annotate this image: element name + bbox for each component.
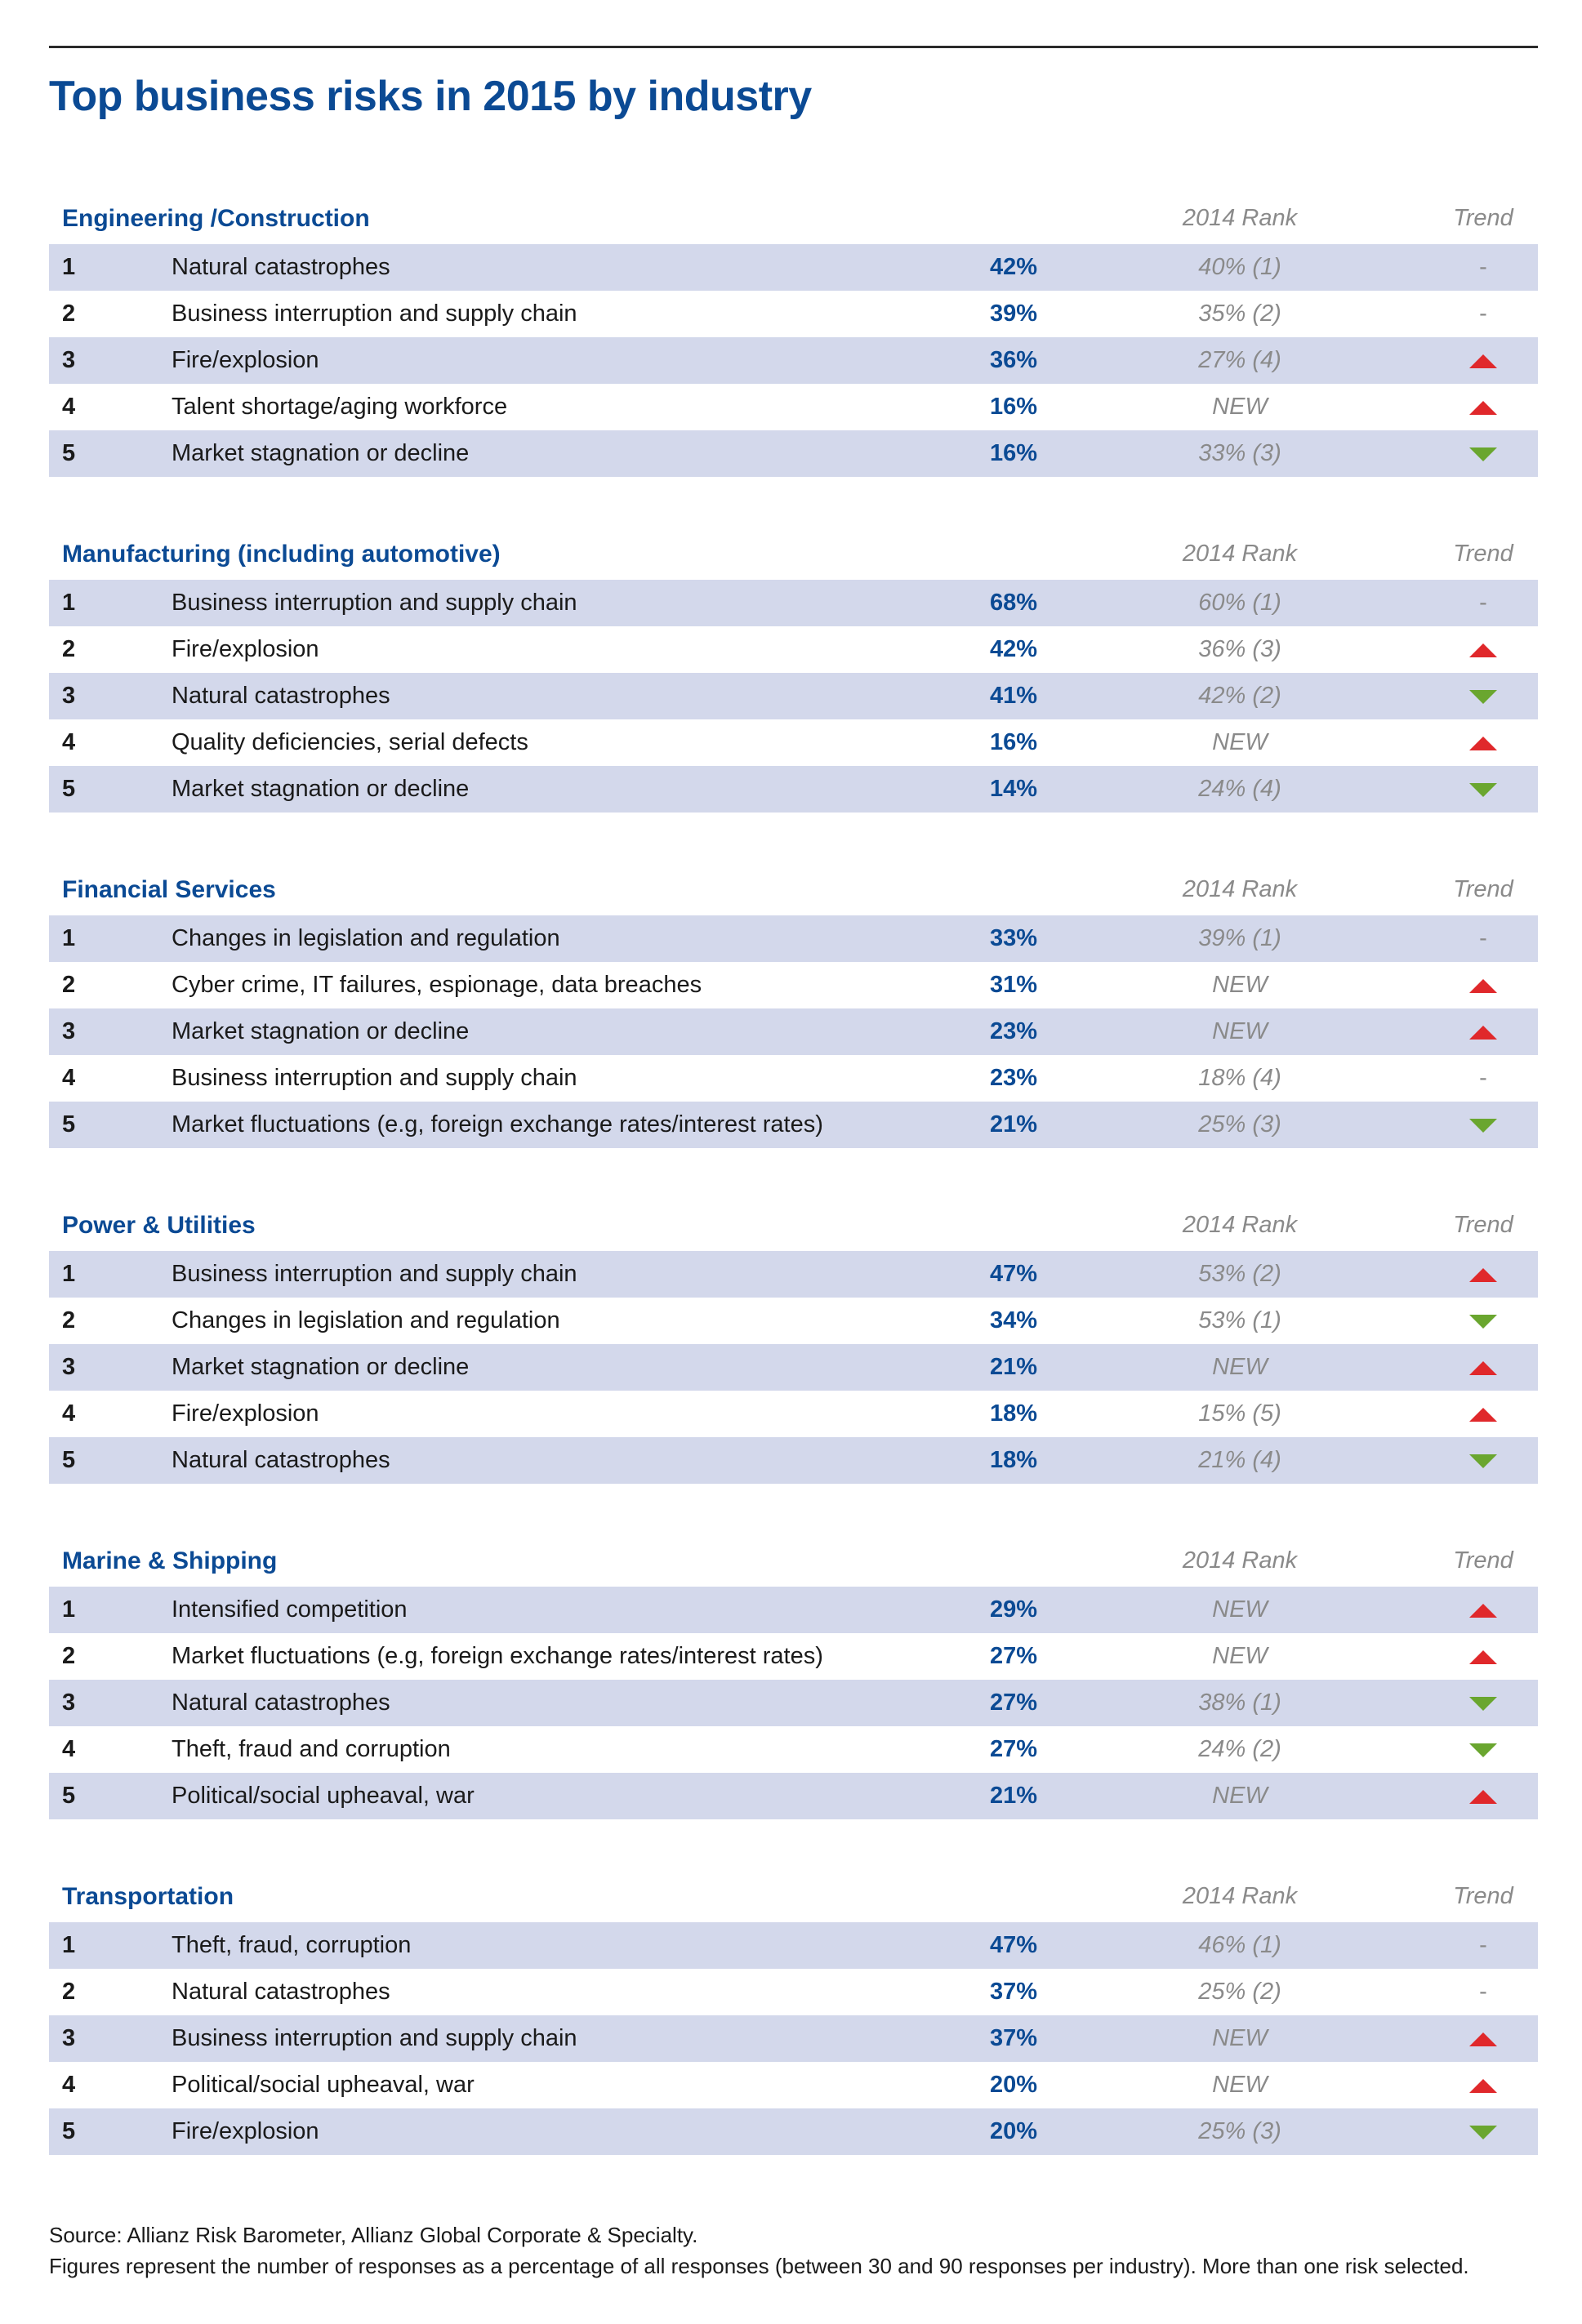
table-row (49, 1922, 1538, 1969)
rank-2014: 24% (2) (1198, 1736, 1281, 1762)
risk-name: Market stagnation or decline (172, 1354, 470, 1380)
risk-percentage: 33% (989, 925, 1037, 951)
risk-percentage: 18% (989, 1447, 1037, 1473)
risk-percentage: 14% (989, 776, 1037, 802)
red-up-triangle-icon (1469, 1604, 1497, 1618)
risk-name: Natural catastrophes (172, 1447, 390, 1473)
table-row (49, 1102, 1538, 1148)
rank-number: 4 (62, 394, 76, 420)
rank-2014: 27% (4) (1198, 347, 1281, 373)
rank-2014: 25% (3) (1198, 2118, 1281, 2144)
column-header-trend: Trend (1453, 1547, 1513, 1574)
risk-percentage: 16% (989, 394, 1037, 420)
table-row (49, 430, 1538, 477)
trend-up-icon (1402, 1783, 1565, 1810)
table-row (49, 1726, 1538, 1773)
rank-number: 2 (62, 1307, 76, 1333)
rank-2014: 46% (1) (1198, 1932, 1281, 1958)
risk-name: Business interruption and supply chain (172, 2025, 577, 2051)
risk-percentage: 41% (989, 683, 1037, 709)
industry-name: Power & Utilities (62, 1212, 256, 1239)
column-header-trend: Trend (1453, 541, 1513, 567)
risk-percentage: 37% (989, 2025, 1037, 2051)
green-down-triangle-icon (1469, 2126, 1497, 2139)
table-row (49, 766, 1538, 813)
rank-2014: NEW (1212, 1783, 1268, 1809)
table-row (49, 1680, 1538, 1726)
table-row (49, 626, 1538, 673)
industry-table (49, 194, 1538, 477)
rank-2014: NEW (1212, 1354, 1268, 1380)
rank-2014: 38% (1) (1198, 1690, 1281, 1716)
rank-2014: NEW (1212, 729, 1268, 755)
risk-percentage: 29% (989, 1596, 1037, 1623)
rank-2014: 53% (1) (1198, 1307, 1281, 1333)
table-row (49, 1391, 1538, 1437)
risk-name: Cyber crime, IT failures, espionage, data breaches (172, 972, 702, 998)
rank-2014: 40% (1) (1198, 254, 1281, 280)
industry-header (49, 1536, 1538, 1587)
risk-percentage: 21% (989, 1783, 1037, 1809)
table-row (49, 1969, 1538, 2015)
risk-percentage: 36% (989, 347, 1037, 373)
rank-2014: NEW (1212, 1018, 1268, 1044)
trend-up-icon (1402, 972, 1565, 999)
rank-number: 4 (62, 1065, 76, 1091)
rank-2014: 36% (3) (1198, 636, 1281, 662)
column-header-trend: Trend (1453, 205, 1513, 231)
trend-up-icon (1402, 347, 1565, 374)
green-down-triangle-icon (1469, 1315, 1497, 1329)
table-row (49, 1055, 1538, 1102)
table-row (49, 244, 1538, 291)
rank-number: 2 (62, 301, 76, 327)
red-up-triangle-icon (1469, 2032, 1497, 2046)
rank-2014: 15% (5) (1198, 1400, 1281, 1427)
table-row (49, 719, 1538, 766)
table-row (49, 1633, 1538, 1680)
source-line: Source: Allianz Risk Barometer, Allianz Global Corporate & Specialty. (49, 2223, 698, 2247)
industry-header (49, 1200, 1538, 1251)
risk-name: Fire/explosion (172, 347, 319, 373)
trend-unchanged: - (1479, 1979, 1487, 2005)
column-header-2014-rank: 2014 Rank (1182, 541, 1298, 567)
table-row (49, 2062, 1538, 2108)
table-row (49, 2015, 1538, 2062)
column-header-2014-rank: 2014 Rank (1182, 205, 1298, 231)
rank-number: 3 (62, 2025, 76, 2051)
trend-up-icon (1402, 2025, 1565, 2052)
risk-percentage: 23% (989, 1065, 1037, 1091)
risk-name: Theft, fraud and corruption (172, 1736, 451, 1762)
table-row (49, 1008, 1538, 1055)
risk-percentage: 21% (989, 1354, 1037, 1380)
trend-up-icon (1402, 729, 1565, 756)
trend-unchanged: - (1479, 1932, 1487, 1958)
industry-name: Financial Services (62, 876, 276, 903)
risk-name: Political/social upheaval, war (172, 1783, 475, 1809)
table-row (49, 673, 1538, 719)
trend-unchanged: - (1479, 254, 1487, 280)
industry-name: Engineering /Construction (62, 205, 370, 232)
industry-header (49, 865, 1538, 915)
risk-name: Intensified competition (172, 1596, 408, 1623)
rank-number: 3 (62, 347, 76, 373)
industry-name: Marine & Shipping (62, 1547, 278, 1574)
red-up-triangle-icon (1469, 2079, 1497, 2093)
green-down-triangle-icon (1469, 1119, 1497, 1133)
red-up-triangle-icon (1469, 354, 1497, 368)
table-row (49, 1298, 1538, 1344)
rank-number: 1 (62, 1261, 76, 1287)
risk-percentage: 47% (989, 1261, 1037, 1287)
rank-2014: 18% (4) (1198, 1065, 1281, 1091)
risk-name: Market fluctuations (e.g, foreign exchange rates/interest rates) (172, 1643, 823, 1669)
rank-2014: 53% (2) (1198, 1261, 1281, 1287)
rank-number: 2 (62, 1643, 76, 1669)
risk-percentage: 21% (989, 1111, 1037, 1138)
table-row (49, 580, 1538, 626)
risk-name: Quality deficiencies, serial defects (172, 729, 528, 755)
risk-name: Natural catastrophes (172, 254, 390, 280)
red-up-triangle-icon (1469, 737, 1497, 750)
column-header-2014-rank: 2014 Rank (1182, 1212, 1298, 1238)
risk-percentage: 16% (989, 440, 1037, 466)
green-down-triangle-icon (1469, 690, 1497, 704)
column-header-trend: Trend (1453, 876, 1513, 902)
rank-number: 4 (62, 2072, 76, 2098)
risk-name: Political/social upheaval, war (172, 2072, 475, 2098)
risk-percentage: 37% (989, 1979, 1037, 2005)
rank-number: 4 (62, 1736, 76, 1762)
table-row (49, 337, 1538, 384)
rank-2014: 60% (1) (1198, 590, 1281, 616)
risk-name: Market stagnation or decline (172, 1018, 470, 1044)
risk-percentage: 18% (989, 1400, 1037, 1427)
risk-percentage: 68% (989, 590, 1037, 616)
rank-number: 5 (62, 776, 76, 802)
risk-percentage: 20% (989, 2118, 1037, 2144)
industry-name: Manufacturing (including automotive) (62, 541, 501, 568)
trend-down-icon (1402, 1447, 1565, 1474)
table-row (49, 915, 1538, 962)
risk-percentage: 27% (989, 1643, 1037, 1669)
red-up-triangle-icon (1469, 401, 1497, 415)
risk-name: Business interruption and supply chain (172, 1065, 577, 1091)
risk-percentage: 47% (989, 1932, 1037, 1958)
trend-down-icon (1402, 683, 1565, 710)
column-header-2014-rank: 2014 Rank (1182, 1547, 1298, 1574)
risk-percentage: 16% (989, 729, 1037, 755)
red-up-triangle-icon (1469, 1790, 1497, 1804)
rank-number: 4 (62, 1400, 76, 1427)
table-row (49, 384, 1538, 430)
rank-number: 3 (62, 1018, 76, 1044)
risk-percentage: 39% (989, 301, 1037, 327)
rank-2014: 25% (2) (1198, 1979, 1281, 2005)
column-header-2014-rank: 2014 Rank (1182, 1883, 1298, 1909)
trend-up-icon (1402, 1643, 1565, 1670)
rank-2014: 25% (3) (1198, 1111, 1281, 1138)
risk-name: Natural catastrophes (172, 1979, 390, 2005)
column-header-trend: Trend (1453, 1212, 1513, 1238)
trend-up-icon (1402, 1596, 1565, 1623)
rank-number: 2 (62, 636, 76, 662)
rank-2014: 39% (1) (1198, 925, 1281, 951)
risk-percentage: 23% (989, 1018, 1037, 1044)
red-up-triangle-icon (1469, 1361, 1497, 1375)
risk-name: Natural catastrophes (172, 683, 390, 709)
trend-down-icon (1402, 1736, 1565, 1763)
trend-up-icon (1402, 636, 1565, 663)
rank-number: 5 (62, 1783, 76, 1809)
trend-up-icon (1402, 394, 1565, 421)
trend-up-icon (1402, 2072, 1565, 2099)
trend-up-icon (1402, 1400, 1565, 1427)
risk-name: Changes in legislation and regulation (172, 925, 560, 951)
risk-percentage: 27% (989, 1736, 1037, 1762)
risk-percentage: 31% (989, 972, 1037, 998)
green-down-triangle-icon (1469, 783, 1497, 797)
industry-header (49, 529, 1538, 580)
trend-down-icon (1402, 440, 1565, 467)
table-row (49, 2108, 1538, 2155)
rank-number: 5 (62, 2118, 76, 2144)
rank-number: 3 (62, 683, 76, 709)
red-up-triangle-icon (1469, 1268, 1497, 1282)
trend-down-icon (1402, 2118, 1565, 2145)
red-up-triangle-icon (1469, 643, 1497, 657)
rank-2014: 21% (4) (1198, 1447, 1281, 1473)
rank-number: 1 (62, 1932, 76, 1958)
table-row (49, 1344, 1538, 1391)
rank-number: 5 (62, 1447, 76, 1473)
green-down-triangle-icon (1469, 1697, 1497, 1711)
page-title: Top business risks in 2015 by industry (49, 73, 812, 120)
risk-name: Business interruption and supply chain (172, 590, 577, 616)
industry-header (49, 1872, 1538, 1922)
table-row (49, 291, 1538, 337)
trend-unchanged: - (1479, 301, 1487, 327)
rank-2014: NEW (1212, 394, 1268, 420)
risk-name: Market stagnation or decline (172, 440, 470, 466)
industry-table (49, 1872, 1538, 2155)
rank-number: 2 (62, 1979, 76, 2005)
rank-number: 2 (62, 972, 76, 998)
column-header-2014-rank: 2014 Rank (1182, 876, 1298, 902)
rank-2014: NEW (1212, 2025, 1268, 2051)
trend-down-icon (1402, 1690, 1565, 1716)
green-down-triangle-icon (1469, 1743, 1497, 1757)
source-footer (49, 2219, 1469, 2282)
rank-number: 5 (62, 1111, 76, 1138)
risk-name: Business interruption and supply chain (172, 301, 577, 327)
red-up-triangle-icon (1469, 979, 1497, 993)
trend-up-icon (1402, 1261, 1565, 1288)
industry-table (49, 865, 1538, 1148)
rank-2014: NEW (1212, 1596, 1268, 1623)
risk-name: Changes in legislation and regulation (172, 1307, 560, 1333)
rank-2014: 24% (4) (1198, 776, 1281, 802)
industry-header (49, 194, 1538, 244)
table-row (49, 1773, 1538, 1819)
rank-number: 1 (62, 1596, 76, 1623)
risk-name: Natural catastrophes (172, 1690, 390, 1716)
red-up-triangle-icon (1469, 1650, 1497, 1664)
rank-number: 5 (62, 440, 76, 466)
risk-name: Business interruption and supply chain (172, 1261, 577, 1287)
rank-2014: 35% (2) (1198, 301, 1281, 327)
red-up-triangle-icon (1469, 1026, 1497, 1040)
risk-percentage: 42% (989, 636, 1037, 662)
rank-2014: NEW (1212, 2072, 1268, 2098)
rank-number: 4 (62, 729, 76, 755)
risk-name: Fire/explosion (172, 2118, 319, 2144)
risk-name: Fire/explosion (172, 1400, 319, 1427)
green-down-triangle-icon (1469, 447, 1497, 461)
trend-up-icon (1402, 1018, 1565, 1045)
industry-table (49, 529, 1538, 813)
trend-down-icon (1402, 1307, 1565, 1334)
green-down-triangle-icon (1469, 1454, 1497, 1468)
trend-unchanged: - (1479, 1065, 1487, 1091)
rank-number: 3 (62, 1690, 76, 1716)
trend-down-icon (1402, 1111, 1565, 1138)
top-rule (49, 46, 1538, 48)
risk-percentage: 34% (989, 1307, 1037, 1333)
industry-table (49, 1536, 1538, 1819)
rank-number: 1 (62, 590, 76, 616)
rank-2014: NEW (1212, 1643, 1268, 1669)
column-header-trend: Trend (1453, 1883, 1513, 1909)
trend-unchanged: - (1479, 925, 1487, 951)
trend-down-icon (1402, 776, 1565, 803)
risk-percentage: 20% (989, 2072, 1037, 2098)
table-row (49, 1587, 1538, 1633)
risk-name: Market stagnation or decline (172, 776, 470, 802)
red-up-triangle-icon (1469, 1408, 1497, 1422)
rank-number: 1 (62, 254, 76, 280)
risk-name: Market fluctuations (e.g, foreign exchange rates/interest rates) (172, 1111, 823, 1138)
table-row (49, 1437, 1538, 1484)
rank-number: 3 (62, 1354, 76, 1380)
risk-name: Theft, fraud, corruption (172, 1932, 412, 1958)
risk-percentage: 27% (989, 1690, 1037, 1716)
trend-unchanged: - (1479, 590, 1487, 616)
industry-table (49, 1200, 1538, 1484)
rank-number: 1 (62, 925, 76, 951)
rank-2014: 42% (2) (1198, 683, 1281, 709)
table-row (49, 962, 1538, 1008)
rank-2014: 33% (3) (1198, 440, 1281, 466)
industry-name: Transportation (62, 1883, 234, 1910)
trend-up-icon (1402, 1354, 1565, 1381)
risk-name: Fire/explosion (172, 636, 319, 662)
table-row (49, 1251, 1538, 1298)
rank-2014: NEW (1212, 972, 1268, 998)
risk-name: Talent shortage/aging workforce (172, 394, 508, 420)
footnote-line: Figures represent the number of responses as a percentage of all responses (between 30 and 90 responses per industry). More than one risk selected. (49, 2254, 1469, 2278)
risk-percentage: 42% (989, 254, 1037, 280)
